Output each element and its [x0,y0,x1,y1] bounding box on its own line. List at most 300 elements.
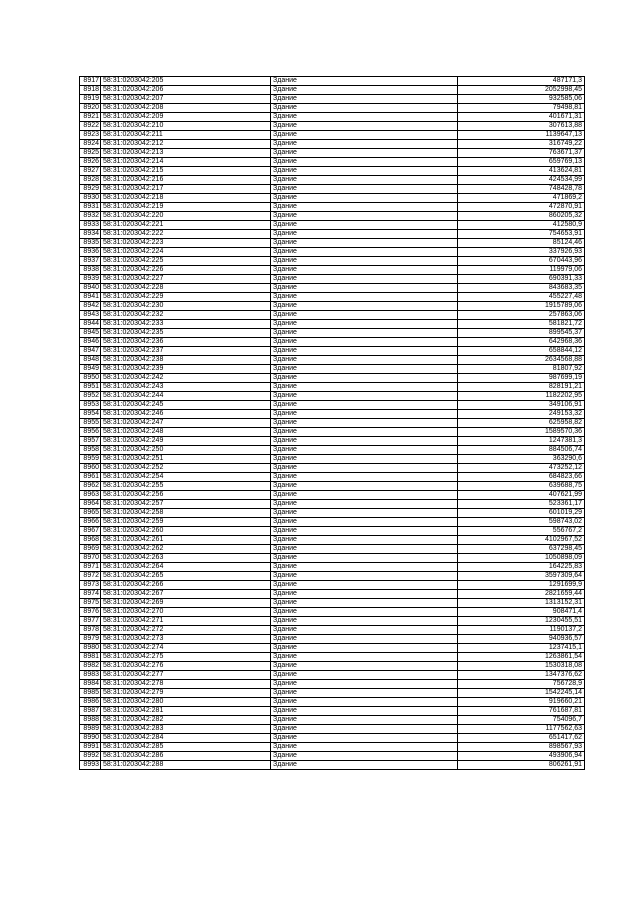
cadastral-value: 601019,29 [458,509,585,518]
row-number: 8963 [80,491,101,500]
table-row [80,662,585,671]
cadastral-number: 58:31:0203042:221 [101,221,271,230]
cadastral-number: 58:31:0203042:269 [101,599,271,608]
table-row [80,239,585,248]
cadastral-number: 58:31:0203042:249 [101,437,271,446]
cadastral-value: 754653,91 [458,230,585,239]
cadastral-number: 58:31:0203042:262 [101,545,271,554]
cadastral-value: 1291699,9 [458,581,585,590]
cadastral-number: 58:31:0203042:266 [101,581,271,590]
row-number: 8922 [80,122,101,131]
cadastral-value: 1542245,14 [458,689,585,698]
cadastral-value: 625958,82 [458,419,585,428]
table-row [80,347,585,356]
row-number: 8968 [80,536,101,545]
cadastral-value: 249153,32 [458,410,585,419]
cadastral-number: 58:31:0203042:280 [101,698,271,707]
object-type: Здание [271,716,458,725]
cadastral-value: 85124,46 [458,239,585,248]
object-type: Здание [271,437,458,446]
cadastral-value: 1190137,2 [458,626,585,635]
table-row [80,131,585,140]
table-row [80,293,585,302]
table-row [80,383,585,392]
cadastral-number: 58:31:0203042:227 [101,275,271,284]
row-number: 8939 [80,275,101,284]
cadastral-number: 58:31:0203042:248 [101,428,271,437]
cadastral-number: 58:31:0203042:288 [101,761,271,770]
object-type: Здание [271,203,458,212]
row-number: 8970 [80,554,101,563]
table-row [80,203,585,212]
object-type: Здание [271,95,458,104]
object-type: Здание [271,428,458,437]
row-number: 8958 [80,446,101,455]
table-row [80,185,585,194]
object-type: Здание [271,653,458,662]
object-type: Здание [271,563,458,572]
cadastral-value: 898567,93 [458,743,585,752]
cadastral-number: 58:31:0203042:236 [101,338,271,347]
row-number: 8953 [80,401,101,410]
table-row [80,482,585,491]
cadastral-number: 58:31:0203042:274 [101,644,271,653]
cadastral-value: 1530318,08 [458,662,585,671]
cadastral-value: 806261,91 [458,761,585,770]
row-number: 8982 [80,662,101,671]
cadastral-value: 598743,02 [458,518,585,527]
cadastral-value: 2052998,45 [458,86,585,95]
table-row [80,680,585,689]
object-type: Здание [271,131,458,140]
object-type: Здание [271,527,458,536]
row-number: 8993 [80,761,101,770]
cadastral-value: 523361,17 [458,500,585,509]
cadastral-value: 81807,92 [458,365,585,374]
cadastral-value: 1050898,09 [458,554,585,563]
cadastral-value: 754096,7 [458,716,585,725]
table-row [80,743,585,752]
cadastral-number: 58:31:0203042:272 [101,626,271,635]
table-row [80,761,585,770]
table-row [80,455,585,464]
cadastral-value: 581821,72 [458,320,585,329]
cadastral-number: 58:31:0203042:282 [101,716,271,725]
table-row [80,320,585,329]
object-type: Здание [271,671,458,680]
cadastral-value: 3597309,64 [458,572,585,581]
table-row [80,599,585,608]
object-type: Здание [271,383,458,392]
table-row [80,626,585,635]
cadastral-number: 58:31:0203042:275 [101,653,271,662]
table-row [80,581,585,590]
cadastral-number: 58:31:0203042:239 [101,365,271,374]
table-row [80,392,585,401]
cadastral-value: 556767,2 [458,527,585,536]
row-number: 8975 [80,599,101,608]
table-row [80,545,585,554]
table-row [80,311,585,320]
cadastral-number: 58:31:0203042:219 [101,203,271,212]
object-type: Здание [271,374,458,383]
table-row [80,212,585,221]
row-number: 8937 [80,257,101,266]
cadastral-value: 987699,19 [458,374,585,383]
object-type: Здание [271,257,458,266]
table-row [80,266,585,275]
row-number: 8976 [80,608,101,617]
cadastral-number: 58:31:0203042:222 [101,230,271,239]
table-row [80,104,585,113]
row-number: 8978 [80,626,101,635]
row-number: 8917 [80,77,101,86]
object-type: Здание [271,725,458,734]
row-number: 8934 [80,230,101,239]
cadastral-value: 1230455,51 [458,617,585,626]
table-row [80,437,585,446]
table-row [80,752,585,761]
row-number: 8927 [80,167,101,176]
row-number: 8980 [80,644,101,653]
table-row [80,617,585,626]
object-type: Здание [271,122,458,131]
object-type: Здание [271,698,458,707]
table-row [80,644,585,653]
cadastral-value: 79498,81 [458,104,585,113]
table-row [80,365,585,374]
row-number: 8924 [80,140,101,149]
table-row [80,401,585,410]
object-type: Здание [271,176,458,185]
object-type: Здание [271,212,458,221]
table-row [80,698,585,707]
cadastral-number: 58:31:0203042:226 [101,266,271,275]
table-body [80,77,585,770]
cadastral-value: 316749,22 [458,140,585,149]
cadastral-value: 1139647,13 [458,131,585,140]
cadastral-number: 58:31:0203042:270 [101,608,271,617]
cadastral-number: 58:31:0203042:271 [101,617,271,626]
cadastral-value: 1313152,31 [458,599,585,608]
cadastral-number: 58:31:0203042:267 [101,590,271,599]
row-number: 8935 [80,239,101,248]
table-row [80,167,585,176]
cadastral-number: 58:31:0203042:230 [101,302,271,311]
cadastral-number: 58:31:0203042:252 [101,464,271,473]
object-type: Здание [271,104,458,113]
cadastral-value: 349106,91 [458,401,585,410]
object-type: Здание [271,599,458,608]
table-row [80,518,585,527]
cadastral-value: 642968,36 [458,338,585,347]
table-row [80,500,585,509]
cadastral-value: 670443,96 [458,257,585,266]
table-row [80,635,585,644]
object-type: Здание [271,518,458,527]
cadastral-value: 637298,45 [458,545,585,554]
cadastral-value: 1347376,62 [458,671,585,680]
cadastral-value: 2821659,44 [458,590,585,599]
object-type: Здание [271,392,458,401]
cadastral-value: 1177562,63 [458,725,585,734]
cadastral-value: 1247381,3 [458,437,585,446]
object-type: Здание [271,239,458,248]
cadastral-number: 58:31:0203042:259 [101,518,271,527]
row-number: 8925 [80,149,101,158]
row-number: 8986 [80,698,101,707]
row-number: 8931 [80,203,101,212]
table-row [80,113,585,122]
row-number: 8990 [80,734,101,743]
row-number: 8947 [80,347,101,356]
object-type: Здание [271,752,458,761]
cadastral-number: 58:31:0203042:250 [101,446,271,455]
cadastral-value: 4102967,52 [458,536,585,545]
object-type: Здание [271,446,458,455]
object-type: Здание [271,689,458,698]
table-row [80,473,585,482]
row-number: 8928 [80,176,101,185]
table-row [80,734,585,743]
table-row [80,536,585,545]
row-number: 8936 [80,248,101,257]
object-type: Здание [271,491,458,500]
cadastral-number: 58:31:0203042:279 [101,689,271,698]
cadastral-value: 684823,66 [458,473,585,482]
object-type: Здание [271,734,458,743]
table-row [80,221,585,230]
object-type: Здание [271,338,458,347]
table-row [80,590,585,599]
object-type: Здание [271,464,458,473]
cadastral-number: 58:31:0203042:214 [101,158,271,167]
table-row [80,428,585,437]
cadastral-value: 1263861,54 [458,653,585,662]
object-type: Здание [271,248,458,257]
cadastral-number: 58:31:0203042:256 [101,491,271,500]
object-type: Здание [271,230,458,239]
object-type: Здание [271,401,458,410]
cadastral-value: 843683,35 [458,284,585,293]
row-number: 8983 [80,671,101,680]
cadastral-number: 58:31:0203042:243 [101,383,271,392]
object-type: Здание [271,545,458,554]
row-number: 8920 [80,104,101,113]
table-row [80,464,585,473]
cadastral-number: 58:31:0203042:225 [101,257,271,266]
row-number: 8981 [80,653,101,662]
cadastral-number: 58:31:0203042:285 [101,743,271,752]
cadastral-value: 455227,48 [458,293,585,302]
object-type: Здание [271,581,458,590]
table-row [80,329,585,338]
object-type: Здание [271,140,458,149]
cadastral-value: 2634568,88 [458,356,585,365]
cadastral-value: 363290,6 [458,455,585,464]
cadastral-value: 257863,06 [458,311,585,320]
cadastral-value: 473252,12 [458,464,585,473]
row-number: 8991 [80,743,101,752]
row-number: 8969 [80,545,101,554]
object-type: Здание [271,77,458,86]
table-row [80,563,585,572]
row-number: 8974 [80,590,101,599]
table-row [80,410,585,419]
row-number: 8962 [80,482,101,491]
cadastral-value: 908471,4 [458,608,585,617]
row-number: 8992 [80,752,101,761]
table-row [80,302,585,311]
cadastral-number: 58:31:0203042:276 [101,662,271,671]
cadastral-value: 639688,75 [458,482,585,491]
cadastral-value: 337926,93 [458,248,585,257]
cadastral-number: 58:31:0203042:210 [101,122,271,131]
cadastral-number: 58:31:0203042:224 [101,248,271,257]
cadastral-value: 424534,99 [458,176,585,185]
object-type: Здание [271,536,458,545]
cadastral-value: 493906,94 [458,752,585,761]
table-row [80,122,585,131]
cadastral-value: 307613,88 [458,122,585,131]
cadastral-number: 58:31:0203042:257 [101,500,271,509]
object-type: Здание [271,707,458,716]
row-number: 8951 [80,383,101,392]
cadastral-value: 471869,2 [458,194,585,203]
object-type: Здание [271,761,458,770]
object-type: Здание [271,275,458,284]
cadastral-value: 658844,12 [458,347,585,356]
object-type: Здание [271,221,458,230]
table-row [80,446,585,455]
cadastral-number: 58:31:0203042:213 [101,149,271,158]
row-number: 8943 [80,311,101,320]
cadastral-value: 413624,81 [458,167,585,176]
table-row [80,689,585,698]
row-number: 8960 [80,464,101,473]
cadastral-value: 659769,13 [458,158,585,167]
cadastral-value: 884506,74 [458,446,585,455]
row-number: 8979 [80,635,101,644]
table-row [80,248,585,257]
cadastral-number: 58:31:0203042:237 [101,347,271,356]
table-row [80,257,585,266]
row-number: 8984 [80,680,101,689]
cadastral-number: 58:31:0203042:284 [101,734,271,743]
cadastral-number: 58:31:0203042:229 [101,293,271,302]
row-number: 8948 [80,356,101,365]
row-number: 8930 [80,194,101,203]
cadastral-value: 407621,99 [458,491,585,500]
cadastral-number: 58:31:0203042:255 [101,482,271,491]
cadastral-value: 860205,32 [458,212,585,221]
cadastral-number: 58:31:0203042:217 [101,185,271,194]
object-type: Здание [271,509,458,518]
cadastral-value: 828191,21 [458,383,585,392]
row-number: 8919 [80,95,101,104]
row-number: 8964 [80,500,101,509]
cadastral-value: 899545,37 [458,329,585,338]
table-row [80,356,585,365]
cadastral-value-table [79,76,585,770]
cadastral-number: 58:31:0203042:264 [101,563,271,572]
object-type: Здание [271,113,458,122]
table-row [80,86,585,95]
object-type: Здание [271,329,458,338]
cadastral-number: 58:31:0203042:277 [101,671,271,680]
table-row [80,554,585,563]
table-row [80,95,585,104]
cadastral-number: 58:31:0203042:220 [101,212,271,221]
object-type: Здание [271,311,458,320]
table-row [80,374,585,383]
table-row [80,671,585,680]
cadastral-number: 58:31:0203042:254 [101,473,271,482]
cadastral-value: 1915789,06 [458,302,585,311]
object-type: Здание [271,554,458,563]
cadastral-number: 58:31:0203042:244 [101,392,271,401]
table-row [80,149,585,158]
object-type: Здание [271,500,458,509]
table-row [80,140,585,149]
table-row [80,194,585,203]
cadastral-number: 58:31:0203042:260 [101,527,271,536]
row-number: 8926 [80,158,101,167]
table-row [80,509,585,518]
row-number: 8972 [80,572,101,581]
row-number: 8989 [80,725,101,734]
cadastral-value: 119979,06 [458,266,585,275]
object-type: Здание [271,356,458,365]
object-type: Здание [271,302,458,311]
object-type: Здание [271,644,458,653]
object-type: Здание [271,149,458,158]
object-type: Здание [271,410,458,419]
cadastral-value: 763671,37 [458,149,585,158]
object-type: Здание [271,455,458,464]
row-number: 8961 [80,473,101,482]
table-row [80,176,585,185]
object-type: Здание [271,617,458,626]
row-number: 8946 [80,338,101,347]
cadastral-number: 58:31:0203042:265 [101,572,271,581]
cadastral-number: 58:31:0203042:232 [101,311,271,320]
cadastral-number: 58:31:0203042:216 [101,176,271,185]
table-row [80,725,585,734]
cadastral-number: 58:31:0203042:205 [101,77,271,86]
object-type: Здание [271,572,458,581]
cadastral-number: 58:31:0203042:215 [101,167,271,176]
object-type: Здание [271,158,458,167]
object-type: Здание [271,293,458,302]
object-type: Здание [271,194,458,203]
cadastral-number: 58:31:0203042:286 [101,752,271,761]
cadastral-number: 58:31:0203042:208 [101,104,271,113]
cadastral-number: 58:31:0203042:238 [101,356,271,365]
table-row [80,284,585,293]
table-row [80,716,585,725]
row-number: 8921 [80,113,101,122]
row-number: 8940 [80,284,101,293]
object-type: Здание [271,482,458,491]
cadastral-number: 58:31:0203042:281 [101,707,271,716]
object-type: Здание [271,365,458,374]
cadastral-value: 164225,83 [458,563,585,572]
row-number: 8918 [80,86,101,95]
cadastral-value: 932585,06 [458,95,585,104]
cadastral-number: 58:31:0203042:251 [101,455,271,464]
table-row [80,77,585,86]
